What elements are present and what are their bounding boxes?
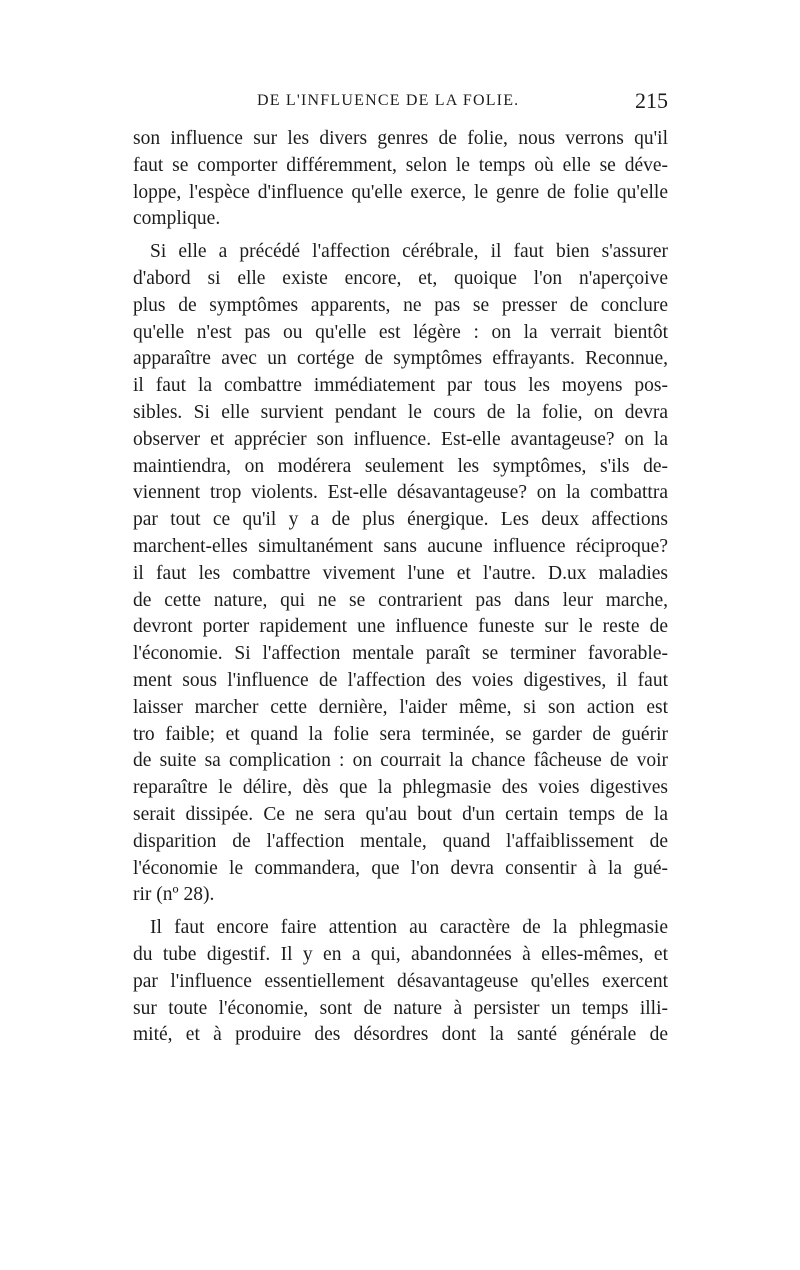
text-line: complique. bbox=[133, 208, 221, 230]
text-line: sur toute l'économie, sont de nature à persister un temps illi- bbox=[133, 997, 668, 1019]
text-line: sibles. Si elle survient pendant le cours de la folie, on devra bbox=[133, 401, 668, 423]
running-head bbox=[133, 88, 668, 116]
text-line: serait dissipée. Ce ne sera qu'au bout d'un certain temps de la bbox=[133, 803, 668, 825]
paragraph-3 bbox=[133, 915, 668, 1049]
text-line: laisser marcher cette dernière, l'aider même, si son action est bbox=[133, 696, 668, 718]
text-line: qu'elle n'est pas ou qu'elle est légère : on la verrait bientôt bbox=[133, 321, 668, 343]
text-line: Si elle a précédé l'affection cérébrale, il faut bien s'assurer bbox=[150, 241, 668, 263]
text-line: devront porter rapidement une influence funeste sur le reste de bbox=[133, 616, 668, 638]
text-line: son influence sur les divers genres de folie, nous verrons qu'il bbox=[133, 128, 668, 149]
text-line: par tout ce qu'il y a de plus énergique. Les deux affections bbox=[133, 509, 668, 531]
text-line: marchent-elles simultanément sans aucune influence réciproque? bbox=[133, 535, 668, 557]
text-line: disparition de l'affection mentale, quand l'affaiblissement de bbox=[133, 830, 668, 852]
page-number: 215 bbox=[635, 88, 668, 113]
text-line: il faut la combattre immédiatement par tous les moyens pos- bbox=[133, 375, 668, 397]
text-line: rir (nº 28). bbox=[133, 884, 215, 906]
text-line: tro faible; et quand la folie sera terminée, se garder de guérir bbox=[133, 723, 668, 745]
body-text bbox=[133, 126, 668, 1049]
text-line: maintiendra, on modérera seulement les symptômes, s'ils de- bbox=[133, 455, 668, 477]
paragraph-1 bbox=[133, 126, 668, 233]
text-line: du tube digestif. Il y en a qui, abandonnées à elles-mêmes, et bbox=[133, 943, 668, 965]
running-title: DE L'INFLUENCE DE LA FOLIE. bbox=[257, 92, 520, 109]
text-line: viennent trop violents. Est-elle désavantageuse? on la combattra bbox=[133, 482, 668, 504]
text-line: plus de symptômes apparents, ne pas se presser de conclure bbox=[133, 294, 668, 316]
text-line: Il faut encore faire attention au caractère de la phlegmasie bbox=[150, 917, 668, 939]
text-line: il faut les combattre vivement l'une et l'autre. D.ux maladies bbox=[133, 562, 668, 584]
text-line: par l'influence essentiellement désavantageuse qu'elles exercent bbox=[133, 970, 668, 992]
text-line: observer et apprécier son influence. Est-elle avantageuse? on la bbox=[133, 428, 668, 450]
text-line: d'abord si elle existe encore, et, quoique l'on n'aperçoive bbox=[133, 267, 668, 289]
text-line: mité, et à produire des désordres dont la santé générale de bbox=[133, 1024, 668, 1046]
text-line: l'économie le commandera, que l'on devra consentir à la gué- bbox=[133, 857, 668, 879]
text-line: loppe, l'espèce d'influence qu'elle exerce, le genre de folie qu'elle bbox=[133, 181, 668, 203]
text-line: de suite sa complication : on courrait la chance fâcheuse de voir bbox=[133, 750, 668, 772]
text-line: de cette nature, qui ne se contrarient pas dans leur marche, bbox=[133, 589, 668, 611]
text-line: apparaître avec un cortége de symptômes effrayants. Reconnue, bbox=[133, 348, 668, 370]
paragraph-2 bbox=[133, 239, 668, 909]
text-line: ment sous l'influence de l'affection des voies digestives, il faut bbox=[133, 669, 668, 691]
text-line: l'économie. Si l'affection mentale paraît se terminer favorable- bbox=[133, 643, 668, 665]
text-line: reparaître le délire, dès que la phlegmasie des voies digestives bbox=[133, 777, 668, 799]
text-line: faut se comporter différemment, selon le temps où elle se déve- bbox=[133, 154, 668, 176]
